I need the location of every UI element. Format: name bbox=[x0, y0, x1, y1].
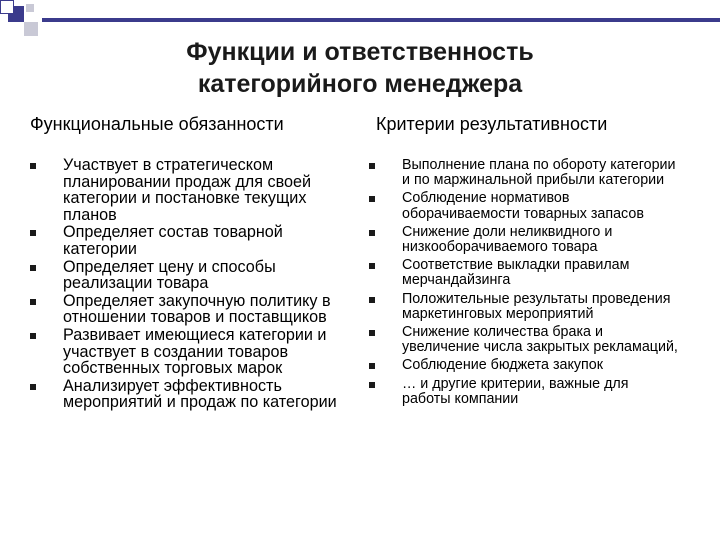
bullet-icon bbox=[369, 297, 375, 303]
bullet-icon bbox=[369, 196, 375, 202]
criterion-item: Положительные результаты проведения маркетинговых мероприятий bbox=[369, 292, 681, 322]
bullet-icon bbox=[369, 382, 375, 388]
bullet-icon bbox=[30, 299, 36, 305]
decor-square-outline bbox=[0, 0, 14, 14]
criterion-item: Соблюдение нормативов оборачиваемости товарных запасов bbox=[369, 191, 681, 221]
criterion-item: Снижение доли неликвидного и низкооборачиваемого товара bbox=[369, 225, 681, 255]
bullet-icon bbox=[30, 333, 36, 339]
bullet-icon bbox=[30, 163, 36, 169]
criterion-item: Выполнение плана по обороту категории и по маржинальной прибыли категории bbox=[369, 158, 681, 188]
bullet-icon bbox=[369, 230, 375, 236]
bullet-icon bbox=[369, 263, 375, 269]
criterion-item: … и другие критерии, важные для работы компании bbox=[369, 377, 681, 407]
header-rule bbox=[42, 18, 720, 22]
page-title bbox=[120, 36, 600, 100]
duty-item: Определяет состав товарной категории bbox=[30, 224, 348, 257]
duty-item: Определяет цену и способы реализации товара bbox=[30, 259, 348, 292]
duty-item: Анализирует эффективность мероприятий и продаж по категории bbox=[30, 378, 348, 411]
criterion-item: Соответствие выкладки правилам мерчандайзинга bbox=[369, 258, 681, 288]
duties-list bbox=[30, 157, 348, 411]
bullet-icon bbox=[369, 363, 375, 369]
bullet-icon bbox=[30, 384, 36, 390]
criteria-list bbox=[369, 158, 681, 407]
duty-item: Развивает имеющиеся категории и участвует в создании товаров собственных торговых марок bbox=[30, 327, 348, 377]
bullet-icon bbox=[369, 163, 375, 169]
decor-square-grey bbox=[24, 22, 38, 36]
left-column-header: Функциональные обязанности bbox=[30, 114, 284, 134]
criterion-item: Соблюдение бюджета закупок bbox=[369, 358, 681, 373]
bullet-icon bbox=[369, 330, 375, 336]
bullet-icon bbox=[30, 265, 36, 271]
criterion-item: Снижение количества брака и увеличение числа закрытых рекламаций, bbox=[369, 325, 681, 355]
duty-item: Участвует в стратегическом планировании продаж для своей категории и постановке текущих планов bbox=[30, 157, 348, 223]
right-column-header: Критерии результативности bbox=[376, 114, 608, 134]
bullet-icon bbox=[30, 230, 36, 236]
duty-item: Определяет закупочную политику в отношении товаров и поставщиков bbox=[30, 293, 348, 326]
decor-square-small bbox=[26, 4, 34, 12]
title-line-2: категорийного менеджера bbox=[197, 70, 523, 98]
title-line-1: Функции и ответственность bbox=[186, 38, 534, 66]
